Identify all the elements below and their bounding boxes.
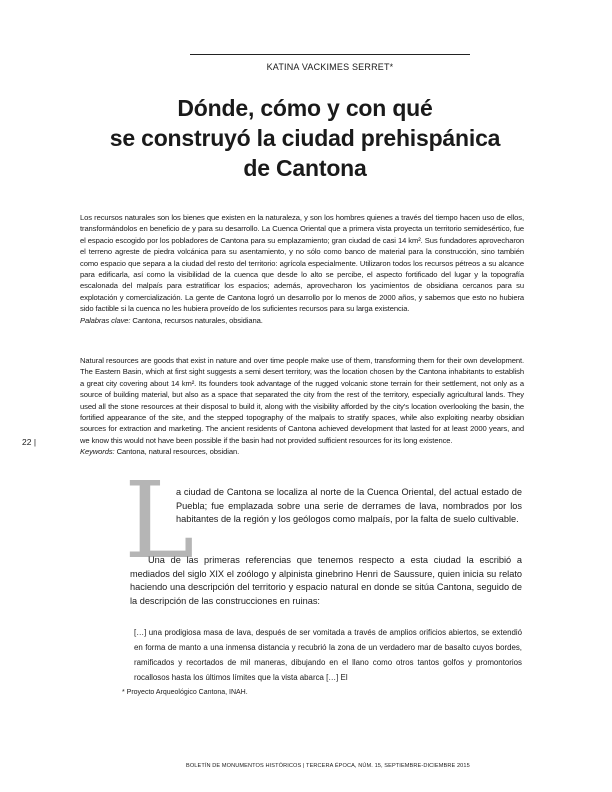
keywords-english [80,446,524,457]
footnote: * Proyecto Arqueológico Cantona, INAH. [122,689,248,696]
article-title [60,93,550,183]
body-paragraph-2: Una de las primeras referencias que tenemos respecto a esta ciudad la escribió a mediados del siglo XIX el zoólogo y alpinista ginebrino Henri de Saussure, quien inicia su relato haciendo una descripción del territorio y espacio natural en donde se sitúa Cantona, seguido de la descripción de las construcciones en ruinas: [130,555,522,606]
drop-cap: L [124,459,195,582]
keywords-spanish-label: Palabras clave: [80,315,131,325]
title-line-1: Dónde, cómo y con qué [177,95,433,121]
abstract-spanish [80,212,524,326]
title-line-3: de Cantona [243,155,367,181]
keywords-spanish [80,315,524,326]
body-paragraph-1: a ciudad de Cantona se localiza al norte de la Cuenca Oriental, del actual estado de Puebla; fue emplazada sobre una serie de derrames de lava, nombrados por los habitantes de la región y los geólogos como malpaís, por la falta de suelo cultivable. [176,487,522,525]
abstract-english [80,355,524,458]
page-number: 22 | [22,437,37,447]
title-line-2: se construyó la ciudad prehispánica [109,125,501,151]
journal-footer: BOLETÍN DE MONUMENTOS HISTÓRICOS | TERCERA ÉPOCA, NÚM. 15, SEPTIEMBRE-DICIEMBRE 2015 [186,763,470,769]
keywords-spanish-list: Cantona, recursos naturales, obsidiana. [130,315,263,325]
keywords-english-list: Cantona, natural resources, obsidian. [114,447,240,457]
keywords-english-label: Keywords: [80,447,115,457]
abstract-spanish-text: Los recursos naturales son los bienes que existen en la naturaleza, y son los hombres quienes a través del tiempo hacen uso de ellos, transformándolos en beneficio de y para su desarrollo. La Cuenca Oriental que a primera vista proyecta un territorio semidesértico, fue el espacio escogido por los pobladores de Cantona para su emplazamiento; gran ciudad de casi 14 km². Sus fundadores aprovecharon el terreno agreste de piedra volcánica para su asentamiento, y no sólo como banco de material para la construcción, sino también como espacio que separa a la ciudad del resto del territorio: agrícola especialmente. Utilizaron todos los recursos pétreos a su alcance para edificarla, así como la visibilidad de la cuenca que desde lo alto se percibe, el aspecto fortificado del lugar y la topografía escalonada del malpaís para estratificar los espacios; además, aprovecharon los yacimientos de obsidiana cercanos para su explotación y comercialización. La gente de Cantona logró un desarrollo por lo menos de 2000 años, y sabemos que esto no hubiera sido factible si la cuenca no les hubiera proveído de los suficientes recursos para su larga existencia. [80,213,524,314]
header-rule [190,54,470,55]
abstract-english-text: Natural resources are goods that exist in nature and over time people make use of them, transforming them for their own development. The Eastern Basin, which at first sight suggests a semi desert territory, was the location chosen by the Cantona inhabitants to establish a great city covering about 14 km². Its founders took advantage of the rugged volcanic stone terrain for their settlement, not only as a source of building material, but also as a space that separated the city from the rest of the territory, especially agricultural lands. They used all the stone resources at their disposal to build it, along with the visibility afforded by the city's location overlooking the basin, the fortified appearance of the site, and the stepped topography of the malpaís to stratify spaces, while also exploiting nearby obsidian sources for extraction and marketing. The ancient residents of Cantona achieved development that lasted for at least 2000 years, and we know this would not have been possible if the basin had not provided sufficient resources for its long existence. [80,356,524,445]
author-name: KATINA VACKIMES SERRET* [266,62,394,72]
block-quote: […] una prodigiosa masa de lava, después de ser vomitada a través de amplios orificios abiertos, se extendió en forma de manto a una inmensa distancia y recubrió la zona de un verdadero mar de basalto cuyos bordes, ramificados y recortados de mil maneras, dibujando en el llano como otros tantos golfos y promontorios rocallosos hasta los últimos límites que la vista abarca […] El [134,628,522,682]
